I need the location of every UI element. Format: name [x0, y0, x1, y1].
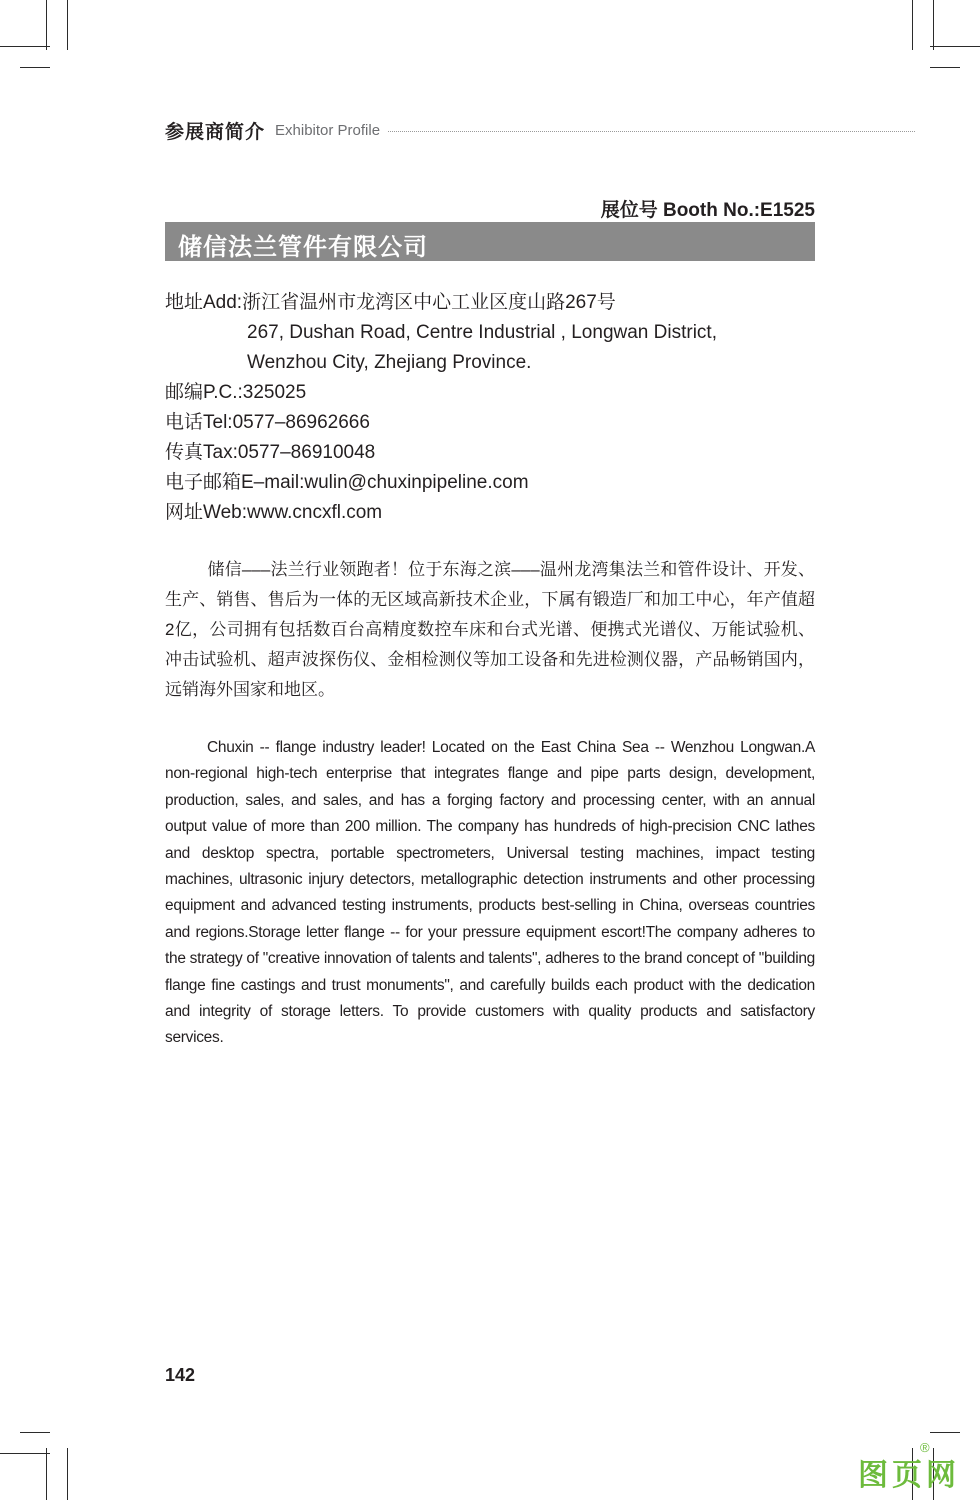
section-title-en: Exhibitor Profile: [275, 121, 381, 139]
crop-mark: [930, 67, 960, 68]
crop-mark: [933, 0, 934, 50]
crop-mark: [0, 46, 50, 47]
email: 电子邮箱E–mail:wulin@chuxinpipeline.com: [165, 472, 529, 493]
crop-mark: [0, 1453, 50, 1454]
section-title-cn: 参展商简介: [165, 121, 266, 143]
contact-info: [165, 288, 825, 528]
crop-mark: [930, 46, 980, 47]
company-name: 储信法兰管件有限公司: [178, 234, 428, 261]
page-number: 142: [165, 1365, 196, 1385]
address-en-line-1: 267, Dushan Road, Centre Industrial , Longwan District,: [247, 322, 717, 343]
address-cn: 地址Add:浙江省温州市龙湾区中心工业区度山路267号: [165, 292, 616, 313]
crop-mark: [46, 1448, 47, 1500]
registered-mark: ®: [920, 1440, 930, 1455]
crop-mark: [46, 0, 47, 50]
crop-mark: [930, 1432, 960, 1433]
watermark-logo: 图页网: [858, 1459, 960, 1492]
dotted-divider: [388, 131, 915, 132]
telephone: 电话Tel:0577–86962666: [165, 412, 370, 433]
crop-mark: [912, 0, 913, 50]
description-cn: 储信–––法兰行业领跑者！位于东海之滨–––温州龙湾集法兰和管件设计、开发、生产、销售、售后为一体的无区域高新技术企业，下属有锻造厂和加工中心，年产值超2亿，公司拥有包括数百台高精度数控车床和台式光谱、便携式光谱仪、万能试验机、冲击试验机、超声波探伤仪、金相检测仪等加工设备和先进检测仪器，产品畅销国内，远销海外国家和地区。: [165, 560, 815, 699]
postcode: 邮编P.C.:325025: [165, 382, 307, 403]
address-en-line-2: Wenzhou City, Zhejiang Province.: [247, 352, 532, 373]
crop-mark: [67, 1448, 68, 1500]
fax: 传真Tax:0577–86910048: [165, 442, 376, 463]
crop-mark: [20, 1432, 50, 1433]
company-title-bar: [165, 222, 815, 261]
booth-number: 展位号 Booth No.:E1525: [600, 200, 815, 221]
description-en: Chuxin -- flange industry leader! Located on the East China Sea -- Wenzhou Longwan.A non-regional high-tech enterprise that integrates flange and pipe parts design, development, production, sales, and sales, and has a forging factory and processing center, with an annual output value of more than 200 million. The company has hundreds of high-precision CNC lathes and desktop spectra, portable spectrometers, Universal testing machines, impact testing machines, ultrasonic injury detectors, metallographic detection instruments and other processing equipment and advanced testing instruments, products best-selling in China, overseas countries and regions.Storage letter flange -- for your pressure equipment escort!The company adheres to the strategy of "creative innovation of talents and talents", adheres to the brand concept of "building flange fine castings and trust monuments", and carefully builds each product with the dedication and integrity of storage letters. To provide customers with quality products and satisfactory services.: [165, 739, 815, 1047]
crop-mark: [20, 67, 50, 68]
crop-mark: [67, 0, 68, 50]
section-header: [165, 118, 915, 142]
website: 网址Web:www.cncxfl.com: [165, 502, 383, 523]
